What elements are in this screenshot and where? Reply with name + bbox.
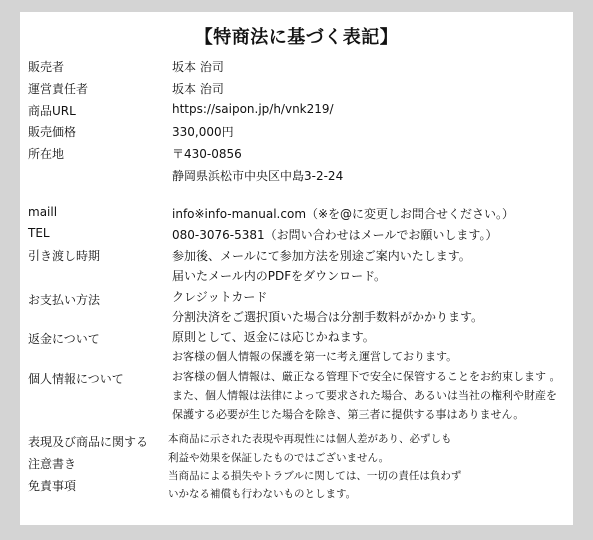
product-url-label: 商品URL — [28, 104, 76, 118]
mail-value[interactable]: info※info-manual.com（※を@に変更しお問合せください。） — [172, 207, 515, 221]
privacy-label: 個人情報について — [28, 372, 124, 386]
disclaimer-label: 免責事項 — [28, 479, 77, 493]
manager-label: 運営責任者 — [28, 82, 89, 96]
privacy-line: お客様の個人情報は、厳正なる管理下で安全に保管することをお約束します 。 — [172, 370, 561, 383]
delivery-line: 届いたメール内のPDFをダウンロード。 — [172, 269, 387, 283]
seller-label: 販売者 — [28, 60, 65, 74]
manager-value: 坂本 治司 — [172, 82, 224, 96]
disclaimer-line: いかなる補償も行わないものとします。 — [168, 488, 357, 500]
refund-label: 返金について — [28, 332, 100, 346]
product-url-link[interactable]: https://saipon.jp/h/vnk219/ — [172, 102, 334, 116]
page-title: 【特商法に基づく表記】 — [194, 27, 399, 48]
disclaimer-label: 注意書き — [28, 457, 77, 471]
payment-line: 分割決済をご選択頂いた場合は分割手数料がかかります。 — [172, 310, 484, 324]
privacy-line: お客様の個人情報の保護を第一に考え運営しております。 — [172, 350, 458, 363]
payment-line: クレジットカード — [172, 290, 268, 304]
price-value: 330,000円 — [172, 125, 234, 139]
disclaimer-line: 当商品による損失やトラブルに関しては、一切の責任は負わず — [168, 470, 462, 482]
disclaimer-line: 利益や効果を保証したものではございません。 — [168, 452, 390, 464]
price-label: 販売価格 — [28, 125, 77, 139]
privacy-line: 保護する必要が生じた場合を除き、第三者に提供する事はありません。 — [172, 408, 525, 421]
disclaimer-line: 本商品に示された表現や再現性には個人差があり、必ずしも — [168, 433, 452, 445]
address-line: 静岡県浜松市中央区中島3-2-24 — [172, 169, 344, 183]
seller-value: 坂本 治司 — [172, 60, 224, 74]
refund-value: 原則として、返金には応じかねます。 — [172, 330, 375, 344]
delivery-line: 参加後、メールにて参加方法を別途ご案内いたします。 — [172, 249, 471, 263]
legal-notice-panel — [20, 12, 573, 525]
tel-label: TEL — [28, 226, 50, 240]
privacy-line: また、個人情報は法律によって要求された場合、あるいは当社の権利や財産を — [172, 389, 557, 402]
tel-value[interactable]: 080-3076-5381（お問い合わせはメールでお願いします。） — [172, 228, 498, 242]
disclaimer-label: 表現及び商品に関する — [28, 435, 149, 449]
delivery-label: 引き渡し時期 — [28, 249, 101, 263]
mail-label: maill — [28, 205, 58, 219]
payment-label: お支払い方法 — [28, 293, 101, 307]
postal-code: 〒430-0856 — [172, 147, 242, 161]
address-label: 所在地 — [28, 147, 65, 161]
